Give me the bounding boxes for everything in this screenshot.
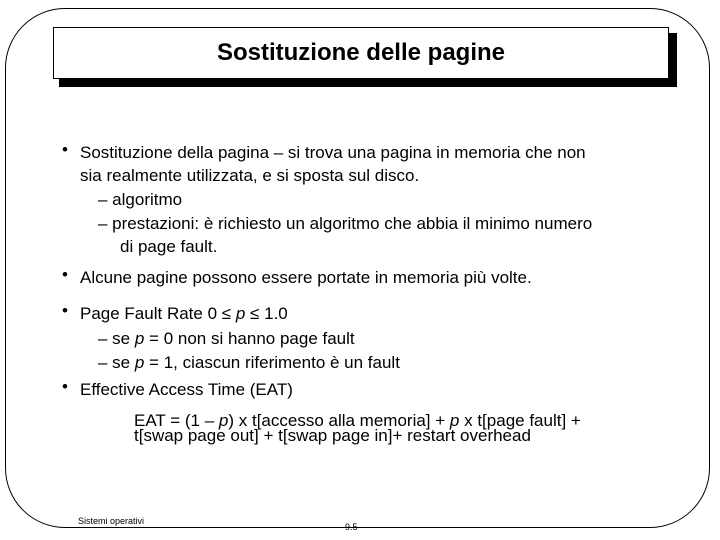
bullet-1-line-1: Sostituzione della pagina – si trova una pagina in memoria che non (80, 143, 586, 162)
sub-prefix: – se (98, 353, 135, 372)
sub-text: = 0 non si hanno page fault (144, 329, 355, 348)
bullet-dot: • (62, 301, 68, 320)
p-variable: p (134, 329, 145, 348)
formula-part: x t[page fault] + (459, 411, 581, 430)
leq-symbol: ≤ (250, 304, 260, 323)
title-box (53, 27, 669, 79)
leq-symbol: ≤ (221, 304, 232, 323)
eat-formula-line-2: t[swap page out] + t[swap page in]+ restart overhead (134, 426, 531, 445)
page-fault-rate-suffix: 1.0 (259, 304, 288, 323)
page-fault-rate-prefix: Page Fault Rate 0 (80, 304, 222, 323)
bullet-dot: • (62, 140, 68, 159)
footer-course: Sistemi operativi (78, 516, 145, 526)
formula-part: EAT = (1 – (134, 411, 219, 430)
sub-text: = 1, ciascun riferimento è un fault (144, 353, 400, 372)
formula-part: ) x t[accesso alla memoria] + (228, 411, 450, 430)
bullet-1-line-2: sia realmente utilizzata, e si sposta sul disco. (80, 166, 420, 185)
p-variable: p (449, 411, 460, 430)
bullet-dot: • (62, 377, 68, 396)
bullet-1-sub-2-line-2: di page fault. (120, 237, 218, 256)
page-number: 9.5 (345, 522, 358, 532)
bullet-3-line-1 (80, 302, 288, 325)
bullet-3-sub-2 (98, 351, 400, 374)
sub-prefix: – se (98, 329, 135, 348)
bullet-1-sub-1: – algoritmo (98, 190, 183, 209)
p-variable: p (134, 353, 145, 372)
p-variable: p (235, 304, 246, 323)
bullet-4-line-1: Effective Access Time (EAT) (80, 380, 293, 399)
slide-title: Sostituzione delle pagine (216, 39, 506, 66)
bullet-2-line-1: Alcune pagine possono essere portate in memoria più volte. (80, 268, 532, 287)
p-variable: p (218, 411, 229, 430)
bullet-1-sub-2-line-1: – prestazioni: è richiesto un algoritmo che abbia il minimo numero (98, 214, 593, 233)
bullet-dot: • (62, 265, 68, 284)
bullet-3-sub-1 (98, 327, 355, 350)
